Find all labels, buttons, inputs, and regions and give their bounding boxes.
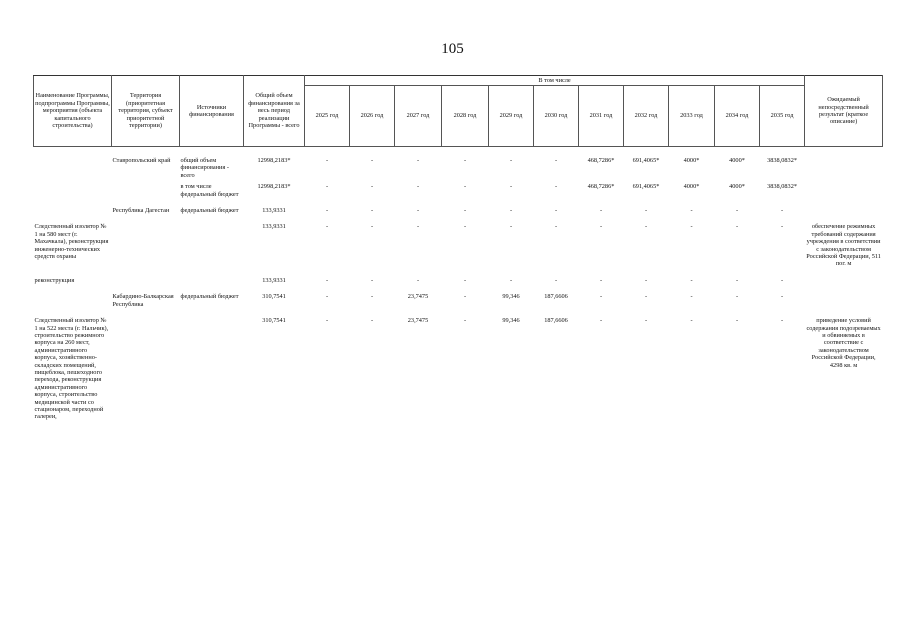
cell-year-value: - bbox=[370, 223, 374, 231]
cell-year-value: - bbox=[509, 207, 513, 215]
cell-year-value: - bbox=[325, 223, 329, 231]
cell-source: в том числе федеральный бюджет bbox=[180, 183, 239, 198]
cell-year-value: - bbox=[325, 183, 329, 191]
cell-year-value: - bbox=[780, 317, 784, 325]
table-row bbox=[34, 183, 883, 207]
cell-year-value: 468,7286* bbox=[587, 183, 615, 191]
cell-year-value: - bbox=[690, 223, 693, 231]
cell-result bbox=[805, 157, 883, 183]
cell-year-value: 3838,0832* bbox=[767, 183, 797, 191]
cell-total: 133,9331 bbox=[262, 207, 286, 215]
cell-year-value: - bbox=[644, 207, 648, 215]
cell-year-value: - bbox=[599, 276, 603, 284]
table-row bbox=[34, 207, 883, 223]
cell-year-value: - bbox=[644, 293, 648, 301]
cell-year-value: - bbox=[735, 223, 739, 231]
cell-year-value: - bbox=[509, 157, 513, 164]
cell-total: 310,7541 bbox=[262, 293, 286, 301]
cell-territory bbox=[112, 317, 180, 425]
cell-result bbox=[805, 277, 883, 293]
cell-year-value: 99,346 bbox=[502, 317, 520, 325]
header-total: Общий объем финансирования за весь период реализации Программы - всего bbox=[244, 76, 305, 147]
cell-year-value: - bbox=[463, 276, 467, 284]
cell-year-value: - bbox=[644, 223, 648, 231]
header-group: В том числе bbox=[305, 76, 805, 86]
header-year: 2027 год bbox=[395, 86, 442, 147]
header-year: 2028 год bbox=[442, 86, 489, 147]
cell-source bbox=[180, 223, 244, 276]
cell-year-value: - bbox=[690, 317, 693, 325]
cell-name bbox=[34, 157, 112, 183]
cell-territory bbox=[112, 223, 180, 276]
cell-year-value: - bbox=[509, 183, 513, 191]
cell-year-value: 468,7286* bbox=[587, 157, 615, 164]
cell-year-value: - bbox=[599, 317, 603, 325]
cell-year-value: - bbox=[370, 183, 374, 191]
cell-year-value: - bbox=[509, 223, 513, 231]
cell-year-value: - bbox=[599, 207, 603, 215]
cell-total: 133,9331 bbox=[262, 223, 286, 231]
header-territory: Территория (приоритетная территория, субъект приоритетной территории) bbox=[112, 76, 180, 147]
header-year: 2034 год bbox=[715, 86, 760, 147]
cell-territory: Ставропольский край bbox=[112, 157, 171, 164]
financing-table bbox=[33, 75, 883, 425]
cell-name: Следственный изолятор № 1 на 580 мест (г. Махачкала), реконструкция инженерно-технических средств охраны bbox=[34, 223, 109, 261]
header-name: Наименование Программы, подпрограммы Программы, мероприятия (объекта капитального строительства) bbox=[34, 76, 112, 147]
cell-year-value: - bbox=[644, 276, 648, 284]
header-result: Ожидаемый непосредственный результат (краткое описание) bbox=[805, 76, 883, 147]
cell-source bbox=[180, 317, 244, 425]
header-year: 2033 год bbox=[669, 86, 715, 147]
cell-year-value: - bbox=[780, 293, 784, 301]
header-year: 2032 год bbox=[624, 86, 669, 147]
cell-year-value: - bbox=[735, 207, 739, 215]
cell-year-value: - bbox=[735, 276, 739, 284]
cell-total: 12998,2183* bbox=[257, 157, 291, 164]
cell-year-value: - bbox=[463, 293, 467, 301]
cell-territory: Республика Дагестан bbox=[112, 207, 170, 215]
cell-year-value: - bbox=[370, 276, 374, 284]
cell-year-value: - bbox=[463, 157, 467, 164]
cell-year-value: - bbox=[463, 317, 467, 325]
cell-year-value: - bbox=[370, 157, 374, 164]
cell-source: федеральный бюджет bbox=[180, 293, 239, 301]
cell-year-value: 4000* bbox=[683, 157, 700, 164]
cell-year-value: - bbox=[325, 157, 329, 164]
table-row bbox=[34, 157, 883, 183]
cell-year-value: - bbox=[599, 223, 603, 231]
page-number: 105 bbox=[441, 41, 464, 57]
cell-year-value: - bbox=[325, 276, 329, 284]
cell-source bbox=[180, 277, 244, 293]
cell-year-value: - bbox=[735, 293, 739, 301]
cell-year-value: 187,6606 bbox=[544, 317, 568, 325]
header-year: 2025 год bbox=[305, 86, 350, 147]
cell-year-value: - bbox=[690, 207, 693, 215]
cell-year-value: - bbox=[554, 276, 558, 284]
cell-result: обеспечение режимных требований содержания учреждения в соответствии с законодательством Российской Федерации, 511 пог. м bbox=[806, 223, 881, 268]
cell-year-value: - bbox=[735, 317, 739, 325]
cell-territory: Кабардино-Балкарская Республика bbox=[112, 293, 174, 308]
cell-year-value: - bbox=[554, 207, 558, 215]
cell-year-value: 23,7475 bbox=[407, 293, 429, 301]
table-row bbox=[34, 277, 883, 293]
cell-year-value: 691,4065* bbox=[632, 157, 660, 164]
cell-year-value: 4000* bbox=[729, 183, 745, 191]
cell-year-value: - bbox=[325, 207, 329, 215]
cell-year-value: 99,346 bbox=[502, 293, 520, 301]
cell-territory bbox=[112, 183, 180, 207]
cell-year-value: - bbox=[780, 207, 784, 215]
cell-source: общий объем финансирования - всего bbox=[180, 157, 229, 179]
header-year: 2035 год bbox=[760, 86, 805, 147]
cell-year-value: - bbox=[690, 293, 693, 301]
cell-year-value: - bbox=[780, 223, 784, 231]
cell-year-value: - bbox=[325, 317, 329, 325]
cell-year-value: - bbox=[370, 317, 374, 325]
cell-result bbox=[805, 293, 883, 317]
table-body bbox=[34, 157, 883, 425]
cell-year-value: - bbox=[780, 276, 784, 284]
cell-year-value: 23,7475 bbox=[407, 317, 429, 325]
cell-year-value: - bbox=[370, 207, 374, 215]
cell-year-value: - bbox=[554, 223, 558, 231]
cell-year-value: - bbox=[599, 293, 603, 301]
cell-name bbox=[34, 207, 112, 223]
cell-year-value: 4000* bbox=[729, 157, 745, 164]
cell-total: 12998,2183* bbox=[257, 183, 291, 191]
cell-territory bbox=[112, 277, 180, 293]
header-year: 2030 год bbox=[534, 86, 579, 147]
cell-name bbox=[34, 183, 112, 207]
cell-name: Следственный изолятор № 1 на 522 места (г. Нальчик), строительство режимного корпуса на 260 мест, административного корпуса, хозяйственно-складских помещений, пищеблока, пешеходного перехода, реконструкция административного корпуса, строительство медицинской части со стационаром, переходной галереи, bbox=[34, 317, 109, 421]
cell-year-value: 4000* bbox=[683, 183, 700, 191]
cell-year-value: - bbox=[325, 293, 329, 301]
cell-year-value: - bbox=[644, 317, 648, 325]
cell-year-value: 3838,0832* bbox=[767, 157, 797, 164]
cell-year-value: 187,6606 bbox=[544, 293, 568, 301]
cell-result bbox=[805, 207, 883, 223]
header-year: 2026 год bbox=[350, 86, 395, 147]
cell-year-value: - bbox=[554, 183, 558, 191]
cell-year-value: - bbox=[463, 183, 467, 191]
header-year: 2031 год bbox=[579, 86, 624, 147]
cell-year-value: - bbox=[463, 207, 467, 215]
cell-year-value: - bbox=[690, 276, 693, 284]
table-header bbox=[34, 76, 883, 158]
cell-year-value: - bbox=[416, 207, 420, 215]
cell-result bbox=[805, 183, 883, 207]
table-row bbox=[34, 293, 883, 317]
cell-year-value: - bbox=[463, 223, 467, 231]
cell-year-value: 691,4065* bbox=[632, 183, 660, 191]
cell-source: федеральный бюджет bbox=[180, 207, 239, 215]
cell-year-value: - bbox=[416, 223, 420, 231]
cell-year-value: - bbox=[416, 157, 420, 164]
cell-total: 310,7541 bbox=[262, 317, 286, 325]
cell-name bbox=[34, 293, 112, 317]
cell-result: приведение условий содержания подозреваемых и обвиняемых в соответствие с законодательством Российской Федерации, 4298 кв. м bbox=[806, 317, 881, 369]
table-row bbox=[34, 223, 883, 276]
header-year: 2029 год bbox=[489, 86, 534, 147]
header-source: Источники финансирования bbox=[180, 76, 244, 147]
cell-year-value: - bbox=[370, 293, 374, 301]
cell-year-value: - bbox=[416, 276, 420, 284]
cell-name: реконструкция bbox=[34, 276, 75, 284]
table-row bbox=[34, 317, 883, 425]
cell-total: 133,9331 bbox=[262, 276, 286, 284]
cell-year-value: - bbox=[416, 183, 420, 191]
cell-year-value: - bbox=[509, 276, 513, 284]
cell-year-value: - bbox=[554, 157, 558, 164]
